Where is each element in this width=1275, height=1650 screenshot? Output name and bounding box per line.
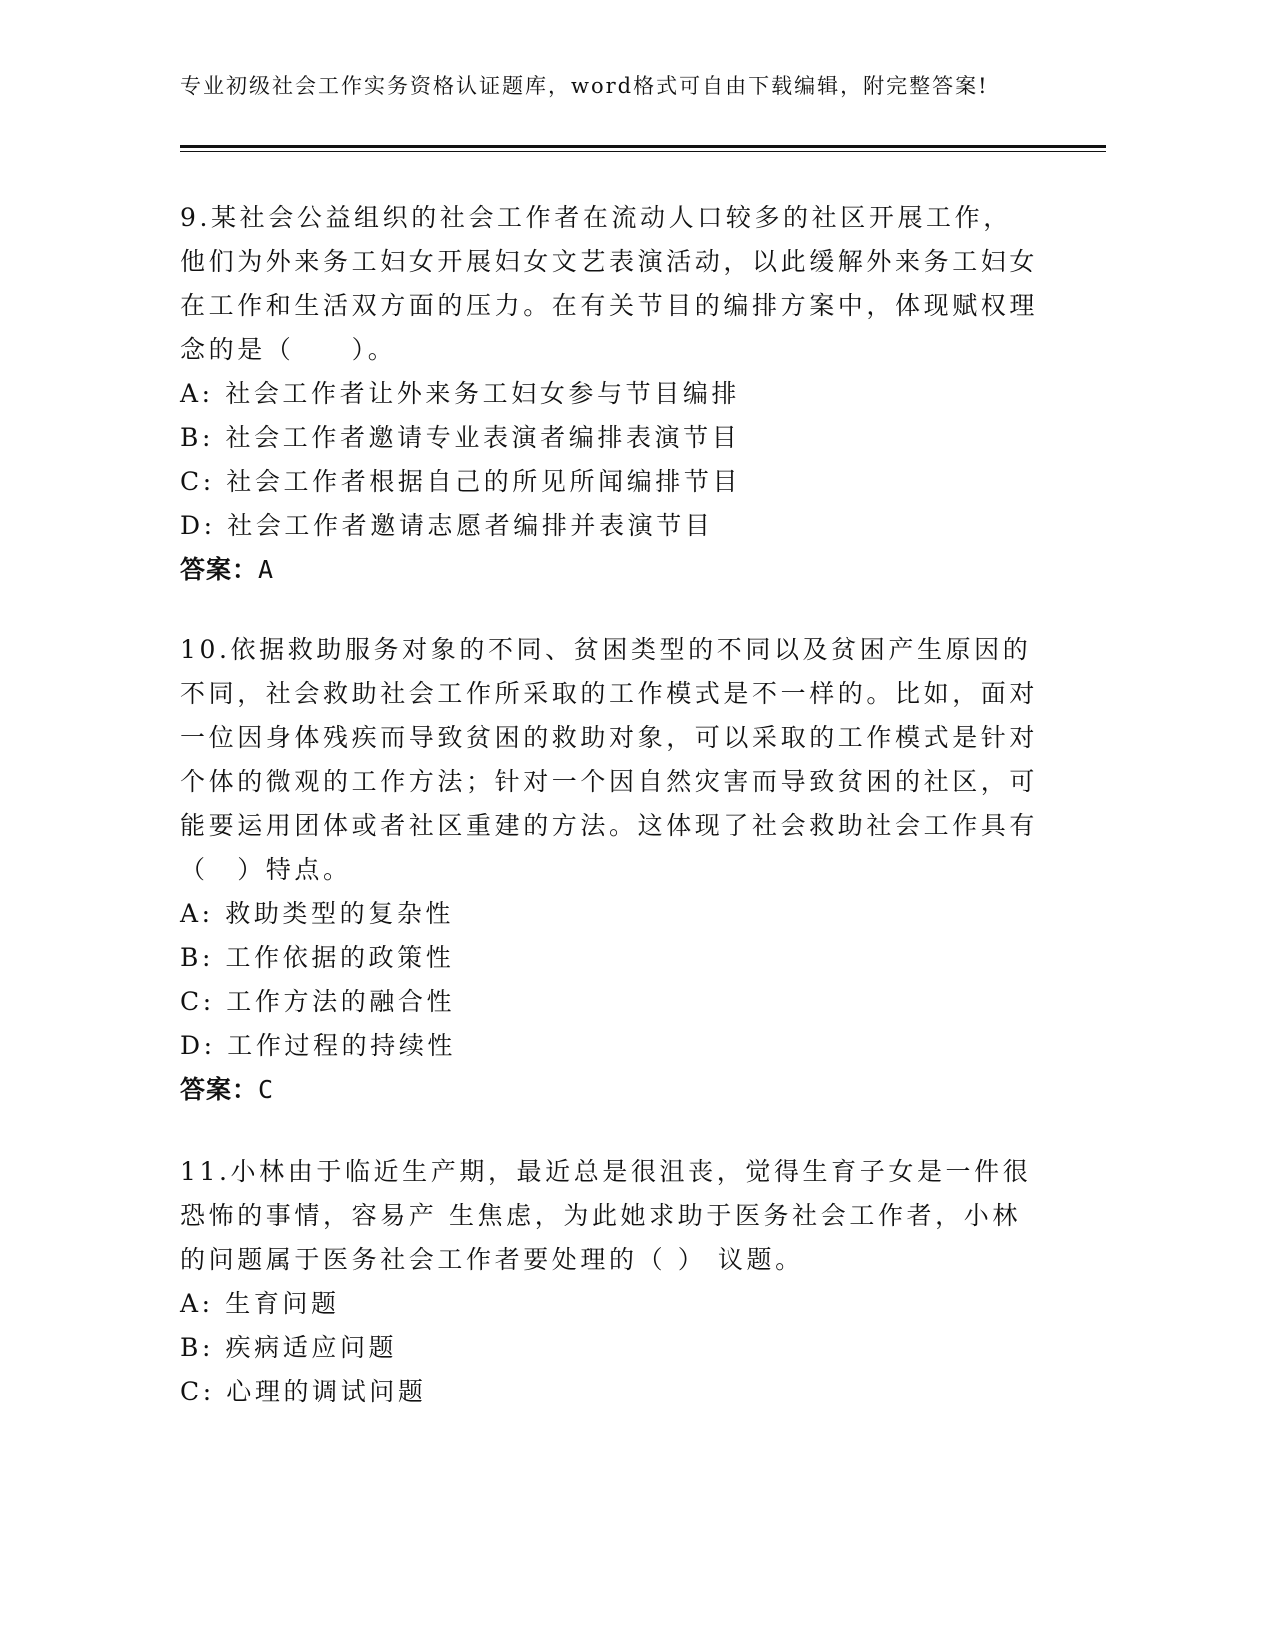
answer-label: 答案：	[180, 555, 259, 584]
option-c: C: 心理的调试问题	[180, 1377, 427, 1406]
question-stem: 9.某社会公益组织的社会工作者在流动人口较多的社区开展工作，他们为外来务工妇女开展妇女文艺表演活动，以此缓解外来务工妇女在工作和生活双方面的压力。在有关节目的编排方案中，体现赋权理念的是（ ）。	[180, 203, 1039, 364]
question-11	[180, 1150, 1040, 1414]
option-b: B: 疾病适应问题	[180, 1333, 398, 1362]
option-c: C: 社会工作者根据自己的所见所闻编排节目	[180, 467, 742, 496]
answer-line	[180, 1068, 1040, 1112]
answer-label: 答案：	[180, 1075, 259, 1104]
question-9	[180, 196, 1040, 592]
answer-value: C	[258, 1075, 275, 1104]
option-c: C: 工作方法的融合性	[180, 987, 456, 1016]
question-10	[180, 628, 1040, 1112]
option-d: D: 工作过程的持续性	[180, 1031, 457, 1060]
question-stem: 11.小林由于临近生产期，最近总是很沮丧，觉得生育子女是一件很恐怖的事情，容易产 生焦虑，为此她求助于医务社会工作者，小林的问题属于医务社会工作者要处理的（ ） 议题。	[180, 1157, 1032, 1274]
header-rule-thick	[180, 145, 1106, 148]
option-b: B: 社会工作者邀请专业表演者编排表演节目	[180, 423, 741, 452]
answer-value: A	[258, 555, 275, 584]
page-header: 专业初级社会工作实务资格认证题库，word格式可自由下载编辑，附完整答案!	[180, 74, 989, 98]
question-stem: 10.依据救助服务对象的不同、贫困类型的不同以及贫困产生原因的不同，社会救助社会工作所采取的工作模式是不一样的。比如，面对一位因身体残疾而导致贫困的救助对象，可以采取的工作模式是针对个体的微观的工作方法；针对一个因自然灾害而导致贫困的社区，可能要运用团体或者社区重建的方法。这体现了社会救助社会工作具有（ ）特点。	[180, 635, 1039, 884]
option-d: D: 社会工作者邀请志愿者编排并表演节目	[180, 511, 714, 540]
option-a: A: 救助类型的复杂性	[180, 899, 455, 928]
option-a: A: 社会工作者让外来务工妇女参与节目编排	[180, 379, 741, 408]
answer-line	[180, 548, 1040, 592]
header-rule-thin	[180, 151, 1106, 152]
option-b: B: 工作依据的政策性	[180, 943, 455, 972]
option-a: A: 生育问题	[180, 1289, 340, 1318]
